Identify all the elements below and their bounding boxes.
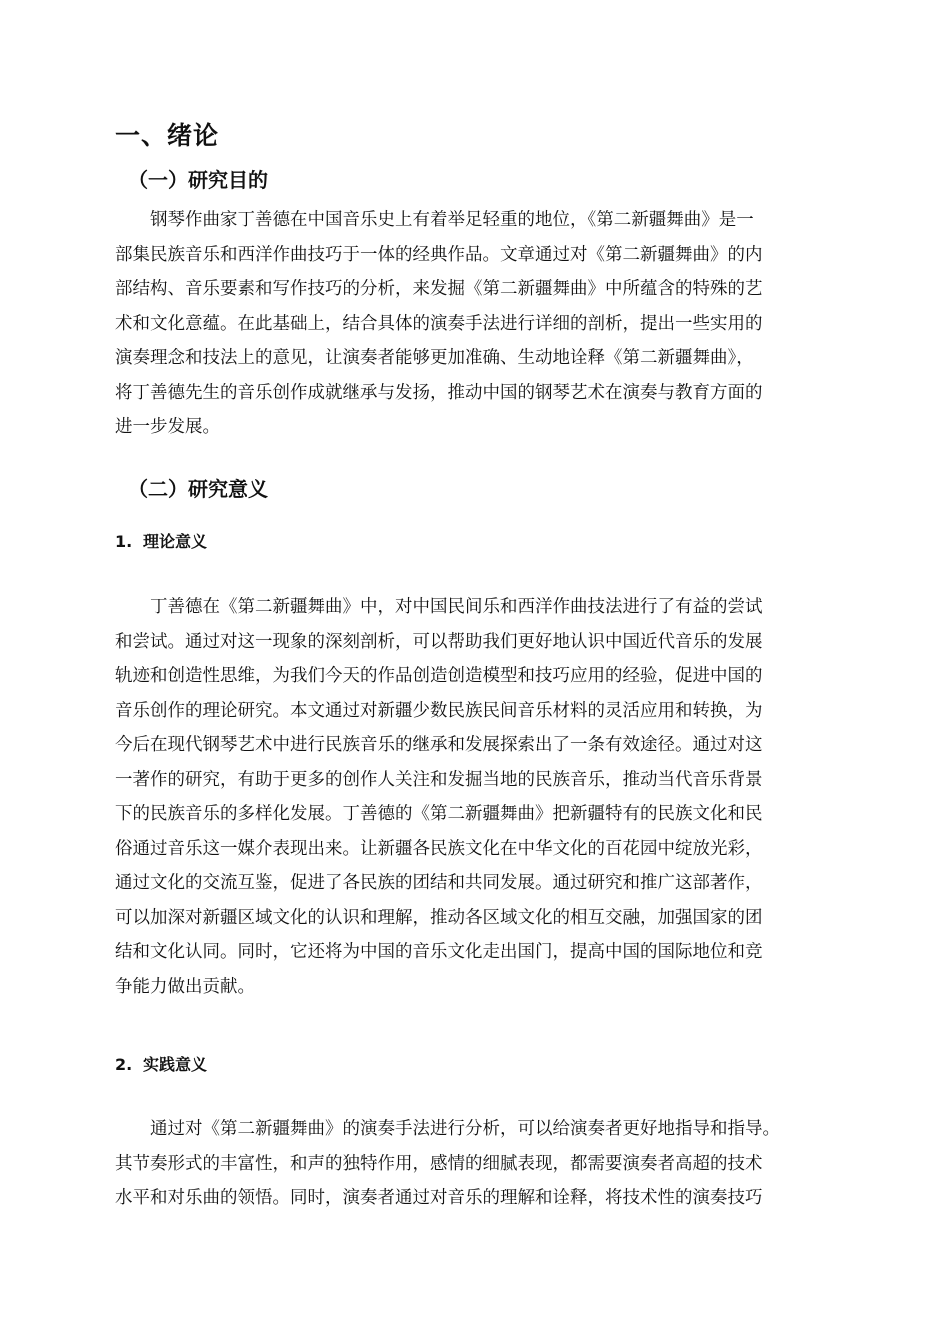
text-line: 丁善德在《第二新疆舞曲》中，对中国民间乐和西洋作曲技法进行了有益的尝试 <box>115 597 763 617</box>
text-line: 结和文化认同。同时，它还将为中国的音乐文化走出国门，提高中国的国际地位和竞 <box>115 942 763 962</box>
subsection-title: 理论意义 <box>143 532 208 551</box>
text-line: 将丁善德先生的音乐创作成就继承与发扬，推动中国的钢琴艺术在演奏与教育方面的 <box>115 382 763 403</box>
subsection-heading-practice <box>115 1052 207 1075</box>
section-heading-purpose: （一）研究目的 <box>128 168 268 192</box>
text-line: 演奏理念和技法上的意见，让演奏者能够更加准确、生动地诠释《第二新疆舞曲》， <box>115 348 754 368</box>
subsection-heading-theory <box>115 529 207 552</box>
text-line: 进一步发展。 <box>115 417 220 437</box>
subsection-number: 2. <box>115 1055 133 1074</box>
text-line: 部结构、音乐要素和写作技巧的分析，来发掘《第二新疆舞曲》中所蕴含的特殊的艺 <box>115 279 763 299</box>
paragraph-theory <box>115 590 830 1004</box>
text-line: 通过对《第二新疆舞曲》的演奏手法进行分析，可以给演奏者更好地指导和指导。 <box>115 1119 780 1139</box>
paragraph-purpose <box>115 203 830 445</box>
subsection-number: 1. <box>115 532 133 551</box>
text-line: 今后在现代钢琴艺术中进行民族音乐的继承和发展探索出了一条有效途径。通过对这 <box>115 735 763 755</box>
text-line: 可以加深对新疆区域文化的认识和理解，推动各区域文化的相互交融，加强国家的团 <box>115 907 763 928</box>
text-line: 通过文化的交流互鉴，促进了各民族的团结和共同发展。通过研究和推广这部著作， <box>115 873 763 893</box>
paragraph-practice <box>115 1112 830 1216</box>
text-line: 俗通过音乐这一媒介表现出来。让新疆各民族文化在中华文化的百花园中绽放光彩， <box>115 838 763 859</box>
chapter-heading: 一、绪论 <box>115 121 220 150</box>
subsection-title: 实践意义 <box>143 1055 208 1074</box>
text-line: 争能力做出贡献。 <box>115 976 255 997</box>
text-line: 术和文化意蕴。在此基础上，结合具体的演奏手法进行详细的剖析，提出一些实用的 <box>115 313 763 334</box>
text-line: 轨迹和创造性思维，为我们今天的作品创造创造模型和技巧应用的经验，促进中国的 <box>115 666 763 686</box>
text-line: 一著作的研究，有助于更多的创作人关注和发掘当地的民族音乐，推动当代音乐背景 <box>115 769 763 790</box>
text-line: 部集民族音乐和西洋作曲技巧于一体的经典作品。文章通过对《第二新疆舞曲》的内 <box>115 244 763 265</box>
text-line: 水平和对乐曲的领悟。同时，演奏者通过对音乐的理解和诠释，将技术性的演奏技巧 <box>115 1188 763 1208</box>
text-line: 钢琴作曲家丁善德在中国音乐史上有着举足轻重的地位，《第二新疆舞曲》是一 <box>115 210 754 230</box>
section-heading-significance: （二）研究意义 <box>128 477 268 501</box>
text-line: 和尝试。通过对这一现象的深刻剖析，可以帮助我们更好地认识中国近代音乐的发展 <box>115 631 763 652</box>
text-line: 下的民族音乐的多样化发展。丁善德的《第二新疆舞曲》把新疆特有的民族文化和民 <box>115 804 763 824</box>
text-line: 音乐创作的理论研究。本文通过对新疆少数民族民间音乐材料的灵活应用和转换，为 <box>115 700 763 721</box>
text-line: 其节奏形式的丰富性，和声的独特作用，感情的细腻表现，都需要演奏者高超的技术 <box>115 1153 763 1174</box>
